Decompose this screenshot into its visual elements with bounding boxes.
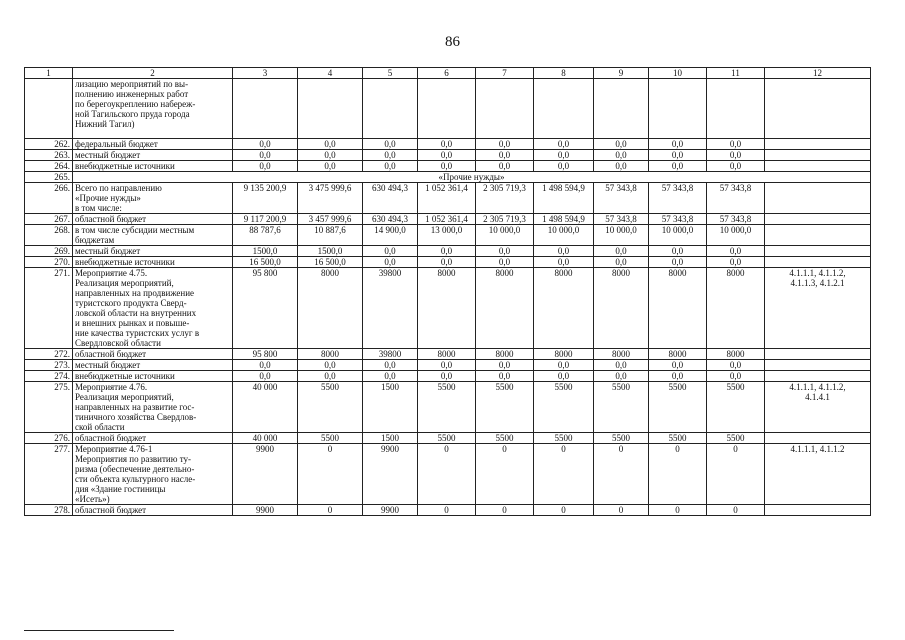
row-name: местный бюджет (73, 360, 233, 371)
value-cell: 39800 (363, 268, 418, 349)
value-cell: 0,0 (298, 360, 363, 371)
target-indicators (765, 139, 871, 150)
row-number: 265. (25, 172, 73, 183)
column-header: 2 (73, 68, 233, 79)
value-cell: 0,0 (363, 150, 418, 161)
value-cell: 1500,0 (298, 246, 363, 257)
value-cell: 0,0 (363, 360, 418, 371)
value-cell: 16 500,0 (233, 257, 298, 268)
column-header: 3 (233, 68, 298, 79)
value-cell: 8000 (298, 349, 363, 360)
row-name: областной бюджет (73, 505, 233, 516)
table-row (25, 172, 871, 183)
row-number: 276. (25, 433, 73, 444)
value-cell: 8000 (649, 349, 707, 360)
value-cell: 630 494,3 (363, 183, 418, 214)
value-cell: 0,0 (649, 139, 707, 150)
row-number: 264. (25, 161, 73, 172)
value-cell: 0,0 (534, 150, 594, 161)
value-cell: 2 305 719,3 (476, 214, 534, 225)
target-indicators (765, 505, 871, 516)
value-cell: 5500 (594, 382, 649, 433)
value-cell: 0,0 (534, 371, 594, 382)
value-cell: 9900 (233, 505, 298, 516)
value-cell: 0,0 (298, 161, 363, 172)
row-number: 270. (25, 257, 73, 268)
table-row (25, 444, 871, 505)
row-number: 278. (25, 505, 73, 516)
value-cell: 8000 (707, 349, 765, 360)
target-indicators (765, 360, 871, 371)
value-cell: 0,0 (363, 139, 418, 150)
value-cell: 0 (649, 505, 707, 516)
value-cell: 0 (707, 505, 765, 516)
column-header: 8 (534, 68, 594, 79)
value-cell: 0,0 (649, 246, 707, 257)
row-number: 277. (25, 444, 73, 505)
value-cell: 0,0 (418, 257, 476, 268)
value-cell: 0 (594, 444, 649, 505)
budget-table (24, 67, 871, 516)
table-row (25, 139, 871, 150)
row-name: внебюджетные источники (73, 161, 233, 172)
table-row (25, 79, 871, 139)
value-cell: 57 343,8 (594, 183, 649, 214)
value-cell: 0,0 (707, 161, 765, 172)
column-header: 4 (298, 68, 363, 79)
value-cell: 0,0 (534, 246, 594, 257)
value-cell: 0 (707, 444, 765, 505)
value-cell: 10 000,0 (534, 225, 594, 246)
value-cell: 1 052 361,4 (418, 183, 476, 214)
value-cell (298, 79, 363, 139)
table-row (25, 268, 871, 349)
value-cell: 0,0 (649, 257, 707, 268)
value-cell: 8000 (476, 268, 534, 349)
value-cell: 0,0 (594, 139, 649, 150)
value-cell: 0 (534, 444, 594, 505)
value-cell: 57 343,8 (707, 183, 765, 214)
row-number: 274. (25, 371, 73, 382)
value-cell: 8000 (594, 268, 649, 349)
row-name: областной бюджет (73, 214, 233, 225)
table-row (25, 183, 871, 214)
value-cell: 0,0 (233, 139, 298, 150)
value-cell: 5500 (649, 433, 707, 444)
value-cell: 0,0 (594, 371, 649, 382)
row-name: в том числе субсидии местным бюджетам (73, 225, 233, 246)
row-name: областной бюджет (73, 349, 233, 360)
value-cell: 0,0 (476, 139, 534, 150)
value-cell: 10 000,0 (594, 225, 649, 246)
value-cell: 0,0 (363, 257, 418, 268)
value-cell: 13 000,0 (418, 225, 476, 246)
target-indicators (765, 183, 871, 214)
value-cell: 0,0 (298, 150, 363, 161)
target-indicators: 4.1.1.1, 4.1.1.2, 4.1.4.1 (765, 382, 871, 433)
table-row (25, 382, 871, 433)
value-cell: 8000 (649, 268, 707, 349)
value-cell: 8000 (707, 268, 765, 349)
row-name: областной бюджет (73, 433, 233, 444)
value-cell: 0,0 (476, 257, 534, 268)
value-cell: 1500,0 (233, 246, 298, 257)
value-cell: 1 498 594,9 (534, 214, 594, 225)
value-cell: 0,0 (476, 246, 534, 257)
value-cell: 5500 (476, 382, 534, 433)
value-cell: 8000 (534, 349, 594, 360)
section-title: «Прочие нужды» (73, 172, 871, 183)
value-cell: 5500 (418, 433, 476, 444)
target-indicators (765, 257, 871, 268)
value-cell (649, 79, 707, 139)
value-cell: 630 494,3 (363, 214, 418, 225)
value-cell: 57 343,8 (649, 183, 707, 214)
value-cell: 0,0 (418, 150, 476, 161)
row-number: 275. (25, 382, 73, 433)
value-cell: 0,0 (418, 139, 476, 150)
value-cell: 8000 (534, 268, 594, 349)
value-cell (534, 79, 594, 139)
row-number: 263. (25, 150, 73, 161)
value-cell: 0,0 (649, 371, 707, 382)
value-cell: 8000 (298, 268, 363, 349)
value-cell: 0 (418, 505, 476, 516)
value-cell: 10 000,0 (476, 225, 534, 246)
value-cell: 0 (298, 444, 363, 505)
value-cell: 0,0 (476, 150, 534, 161)
row-name: Мероприятие 4.76. Реализация мероприятий, направленных на развитие гос- тиничного хозяйства Свердлов- ской области (73, 382, 233, 433)
table-row (25, 371, 871, 382)
value-cell: 57 343,8 (594, 214, 649, 225)
column-header: 6 (418, 68, 476, 79)
value-cell: 0 (476, 444, 534, 505)
value-cell: 0,0 (233, 360, 298, 371)
value-cell: 0,0 (233, 371, 298, 382)
value-cell: 0,0 (534, 257, 594, 268)
value-cell: 16 500,0 (298, 257, 363, 268)
value-cell: 5500 (594, 433, 649, 444)
target-indicators (765, 161, 871, 172)
value-cell: 0,0 (649, 161, 707, 172)
value-cell: 8000 (476, 349, 534, 360)
row-number: 269. (25, 246, 73, 257)
value-cell: 0 (534, 505, 594, 516)
value-cell: 5500 (707, 382, 765, 433)
value-cell: 57 343,8 (649, 214, 707, 225)
value-cell: 0,0 (418, 161, 476, 172)
value-cell: 0 (298, 505, 363, 516)
target-indicators (765, 246, 871, 257)
value-cell: 9900 (233, 444, 298, 505)
value-cell: 40 000 (233, 433, 298, 444)
target-indicators: 4.1.1.1, 4.1.1.2 (765, 444, 871, 505)
value-cell: 5500 (534, 382, 594, 433)
value-cell: 1 498 594,9 (534, 183, 594, 214)
value-cell: 0,0 (707, 139, 765, 150)
table-row (25, 225, 871, 246)
value-cell: 5500 (707, 433, 765, 444)
row-number: 266. (25, 183, 73, 214)
target-indicators (765, 225, 871, 246)
row-name: Всего по направлению «Прочие нужды» в том числе: (73, 183, 233, 214)
value-cell (707, 79, 765, 139)
target-indicators (765, 371, 871, 382)
value-cell: 9 135 200,9 (233, 183, 298, 214)
value-cell: 5500 (534, 433, 594, 444)
value-cell (594, 79, 649, 139)
value-cell: 0,0 (363, 161, 418, 172)
value-cell: 0,0 (476, 360, 534, 371)
table-row (25, 257, 871, 268)
value-cell: 0,0 (707, 246, 765, 257)
value-cell: 3 475 999,6 (298, 183, 363, 214)
value-cell: 1 052 361,4 (418, 214, 476, 225)
row-number: 272. (25, 349, 73, 360)
target-indicators: 4.1.1.1, 4.1.1.2, 4.1.1.3, 4.1.2.1 (765, 268, 871, 349)
value-cell: 0,0 (594, 246, 649, 257)
value-cell (418, 79, 476, 139)
value-cell: 14 900,0 (363, 225, 418, 246)
value-cell: 2 305 719,3 (476, 183, 534, 214)
value-cell: 0,0 (594, 360, 649, 371)
row-number: 262. (25, 139, 73, 150)
value-cell: 95 800 (233, 268, 298, 349)
column-header: 7 (476, 68, 534, 79)
row-name: местный бюджет (73, 246, 233, 257)
target-indicators (765, 349, 871, 360)
row-name: внебюджетные источники (73, 371, 233, 382)
value-cell: 5500 (298, 433, 363, 444)
value-cell: 0,0 (418, 246, 476, 257)
value-cell: 5500 (476, 433, 534, 444)
value-cell: 88 787,6 (233, 225, 298, 246)
value-cell: 0,0 (363, 371, 418, 382)
value-cell: 10 000,0 (649, 225, 707, 246)
column-header: 5 (363, 68, 418, 79)
value-cell: 0,0 (649, 360, 707, 371)
value-cell: 9 117 200,9 (233, 214, 298, 225)
value-cell: 0 (649, 444, 707, 505)
row-number: 273. (25, 360, 73, 371)
value-cell: 8000 (418, 268, 476, 349)
row-name: местный бюджет (73, 150, 233, 161)
column-header: 1 (25, 68, 73, 79)
table-row (25, 505, 871, 516)
value-cell: 0,0 (363, 246, 418, 257)
row-number (25, 79, 73, 139)
value-cell: 0,0 (298, 139, 363, 150)
value-cell: 10 000,0 (707, 225, 765, 246)
value-cell: 0,0 (418, 360, 476, 371)
row-name: Мероприятие 4.75. Реализация мероприятий, направленных на продвижение туристского продукта Сверд- ловской области на внутренних и внешних рынках и повыше- ние качества туристских услуг в Свердловской области (73, 268, 233, 349)
value-cell: 0 (594, 505, 649, 516)
target-indicators (765, 433, 871, 444)
row-number: 268. (25, 225, 73, 246)
value-cell: 0,0 (233, 161, 298, 172)
value-cell: 0,0 (707, 257, 765, 268)
value-cell: 0 (476, 505, 534, 516)
target-indicators (765, 150, 871, 161)
value-cell: 0,0 (476, 371, 534, 382)
value-cell: 0,0 (476, 161, 534, 172)
value-cell: 0,0 (707, 360, 765, 371)
value-cell: 10 887,6 (298, 225, 363, 246)
value-cell: 0,0 (418, 371, 476, 382)
value-cell: 8000 (418, 349, 476, 360)
value-cell: 40 000 (233, 382, 298, 433)
page-number: 86 (445, 34, 460, 50)
value-cell: 0,0 (594, 150, 649, 161)
value-cell: 0,0 (298, 371, 363, 382)
target-indicators (765, 214, 871, 225)
value-cell: 5500 (649, 382, 707, 433)
table-row (25, 150, 871, 161)
value-cell: 0,0 (534, 161, 594, 172)
value-cell: 5500 (418, 382, 476, 433)
value-cell: 0,0 (594, 257, 649, 268)
value-cell: 3 457 999,6 (298, 214, 363, 225)
value-cell: 0 (418, 444, 476, 505)
column-header: 10 (649, 68, 707, 79)
value-cell: 39800 (363, 349, 418, 360)
value-cell (363, 79, 418, 139)
value-cell: 0,0 (707, 150, 765, 161)
value-cell (476, 79, 534, 139)
table-row (25, 246, 871, 257)
value-cell: 0,0 (649, 150, 707, 161)
value-cell: 0,0 (233, 150, 298, 161)
table-row (25, 161, 871, 172)
column-header: 12 (765, 68, 871, 79)
table-row (25, 214, 871, 225)
table-row (25, 360, 871, 371)
column-header: 9 (594, 68, 649, 79)
column-header: 11 (707, 68, 765, 79)
value-cell: 0,0 (594, 161, 649, 172)
row-name: федеральный бюджет (73, 139, 233, 150)
value-cell: 8000 (594, 349, 649, 360)
table-row (25, 349, 871, 360)
row-name: лизацию мероприятий по вы- полнению инженерных работ по берегоукреплению набереж- ной Тагильского пруда города Нижний Тагил) (73, 79, 233, 139)
value-cell: 57 343,8 (707, 214, 765, 225)
value-cell: 1500 (363, 433, 418, 444)
row-number: 271. (25, 268, 73, 349)
value-cell: 0,0 (707, 371, 765, 382)
value-cell (233, 79, 298, 139)
row-name: внебюджетные источники (73, 257, 233, 268)
table-row (25, 433, 871, 444)
row-number: 267. (25, 214, 73, 225)
value-cell: 9900 (363, 444, 418, 505)
value-cell: 1500 (363, 382, 418, 433)
value-cell: 95 800 (233, 349, 298, 360)
row-name: Мероприятие 4.76-1 Мероприятия по развитию ту- ризма (обеспечение деятельно- сти объекта культурного насле- дия «Здание гостиницы «Исеть») (73, 444, 233, 505)
value-cell: 0,0 (534, 139, 594, 150)
target-indicators (765, 79, 871, 139)
header-row (25, 68, 871, 79)
value-cell: 0,0 (534, 360, 594, 371)
value-cell: 9900 (363, 505, 418, 516)
footnote-separator (24, 630, 174, 631)
value-cell: 5500 (298, 382, 363, 433)
